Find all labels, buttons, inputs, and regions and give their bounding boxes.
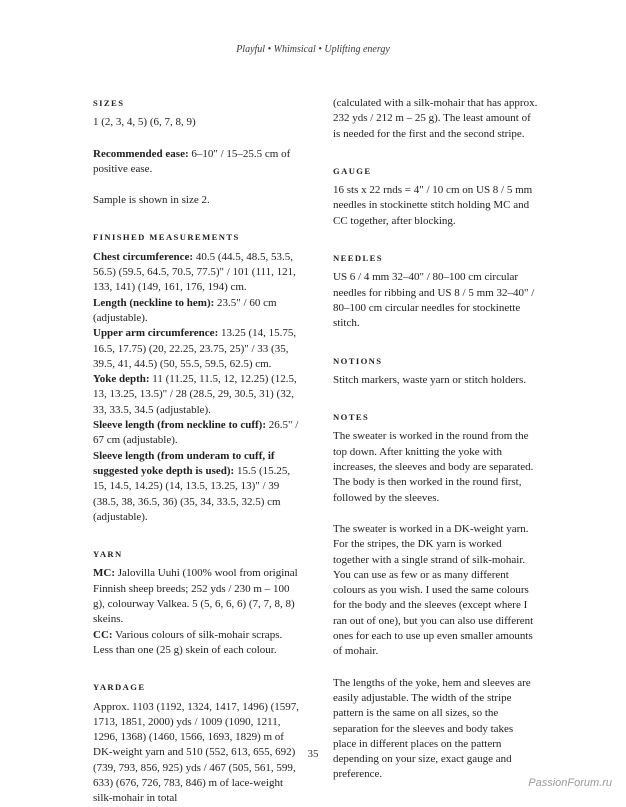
notes-paragraph: The sweater is worked in the round from the top down. After knitting the yoke with increases, the sleeves and body are separated. The body is then worked in the round first, followed by the sleeves. xyxy=(333,430,534,504)
measurement-upper-arm xyxy=(93,326,303,372)
yardage-text: Approx. 1103 (1192, 1324, 1417, 1496) (1597, 1713, 1851, 2000) yds / 1009 (1090, 1211, 1296, 1368) (1460, 1566, 1693, 1829) m of DK-weight yarn and 510 (552, 613, 655, 692) (739, 793, 856, 925) yds / 467 (505, 561, 599, 633) (676, 726, 783, 846) m of lace-weight silk-mohair in total xyxy=(93,700,300,805)
section-heading-notes: NOTES xyxy=(333,412,370,423)
measurement-value: 15.5 (15.25, 15, 14.5, 14.25) (14, 13.5, 13.25, 13)" / 39 (38.5, 38, 36.5, 36) (35, 34, 33.5, 32.5) cm (adjustable). xyxy=(93,464,291,523)
yarn-cc-label: CC: xyxy=(93,628,113,641)
section-heading-yardage: YARDAGE xyxy=(93,682,146,693)
measurement-length xyxy=(93,296,303,327)
measurement-value: 11 (11.25, 11.5, 12, 12.25) (12.5, 13, 13.25, 13.5)" / 28 (28.5, 29, 30.5, 31) (32, 33, 33.5, 34.5 (adjustable). xyxy=(93,373,297,416)
tagline-uplifting: Uplifting energy xyxy=(324,44,390,55)
watermark-logo: PassionForum.ru xyxy=(528,777,612,789)
measurement-chest xyxy=(93,250,303,296)
measurement-value: 26.5" / 67 cm (adjustable). xyxy=(93,419,299,447)
yarn-mc-label: MC: xyxy=(93,567,115,580)
measurement-label: Length (neckline to hem): xyxy=(93,296,215,309)
measurement-yoke-depth xyxy=(93,372,303,418)
yarn-mc xyxy=(93,566,303,627)
measurement-label: Sleeve length (from neckline to cuff): xyxy=(93,419,267,432)
notes-paragraph: The lengths of the yoke, hem and sleeves are easily adjustable. The width of the stripe pattern is the same on all sizes, so the separation for the sleeves and body takes place in different places on the pattern depending on your size, exact gauge and preference. xyxy=(333,676,531,781)
ease-value: 6–10" / 15–25.5 cm of positive ease. xyxy=(93,147,291,175)
left-column xyxy=(93,96,303,807)
tagline-whimsical: Whimsical xyxy=(273,44,316,55)
section-heading-yarn: YARN xyxy=(93,549,123,560)
needles-text: US 6 / 4 mm 32–40" / 80–100 cm circular needles for ribbing and US 8 / 5 mm 32–40" / 80–100 cm circular needles for stockinette stitch. xyxy=(333,271,535,330)
measurement-sleeve-underarm xyxy=(93,449,303,525)
gauge-text: 16 sts x 22 rnds = 4" / 10 cm on US 8 / 5 mm needles in stockinette stitch holding MC and CC together, after blocking. xyxy=(333,184,533,227)
sample-size-note: Sample is shown in size 2. xyxy=(93,194,210,207)
yarn-mc-value: Jalovilla Uuhi (100% wool from original Finnish sheep breeds; 252 yds / 230 m – 100 g), colourway Valkea. 5 (5, 6, 6, 6) (7, 7, 8, 8) skeins. xyxy=(93,567,298,626)
measurement-value: 23.5" / 60 cm (adjustable). xyxy=(93,296,277,324)
section-heading-notions: NOTIONS xyxy=(333,355,383,366)
section-heading-sizes: SIZES xyxy=(93,98,125,108)
notions-text: Stitch markers, waste yarn or stitch holders. xyxy=(333,373,527,386)
measurement-label: Upper arm circumference: xyxy=(93,327,219,340)
measurement-label: Yoke depth: xyxy=(93,373,150,386)
yarn-cc xyxy=(93,628,303,659)
section-heading-gauge: GAUGE xyxy=(333,165,372,176)
measurement-sleeve-neckline xyxy=(93,418,303,449)
measurement-value: 40.5 (44.5, 48.5, 53.5, 56.5) (59.5, 64.5, 70.5, 77.5)" / 101 (111, 121, 133, 141) (149, 161, 176, 194) cm. xyxy=(93,250,296,294)
yarn-cc-value: Various colours of silk-mohair scraps. Less than one (25 g) skein of each colour. xyxy=(93,628,283,656)
page-header xyxy=(0,44,626,55)
section-heading-finished-measurements: FINISHED MEASUREMENTS xyxy=(93,232,240,243)
yardage-continued: (calculated with a silk-mohair that has approx. 232 yds / 212 m – 25 g). The least amount of is needed for the first and the second stripe. xyxy=(333,97,538,140)
measurement-label: Sleeve length (from underam to cuff, if suggested yoke depth is used): xyxy=(93,449,275,477)
page-number: 35 xyxy=(307,748,319,760)
ease-label: Recommended ease: xyxy=(93,147,189,160)
recommended-ease xyxy=(93,147,303,178)
tagline-separator: • xyxy=(315,44,325,55)
sizes-list: 1 (2, 3, 4, 5) (6, 7, 8, 9) xyxy=(93,116,196,129)
tagline-playful: Playful xyxy=(236,44,266,55)
section-heading-needles: NEEDLES xyxy=(333,253,383,264)
notes-paragraph: The sweater is worked in a DK-weight yarn. For the stripes, the DK yarn is worked together with a single strand of silk-mohair. You can use as few or as many different colours as you wish. I used the same colours for the body and the sleeves (except where I ran out of one), but you can also use different ones for each to use up even smaller amounts of mohair. xyxy=(333,522,534,658)
measurement-label: Chest circumference: xyxy=(93,250,194,263)
tagline-separator: • xyxy=(265,44,274,55)
right-column xyxy=(333,96,539,783)
measurement-value: 13.25 (14, 15.75, 16.5, 17.75) (20, 22.25, 23.75, 25)" / 33 (35, 39.5, 41, 44.5) (50, 55.5, 59.5, 62.5) cm. xyxy=(93,327,297,370)
